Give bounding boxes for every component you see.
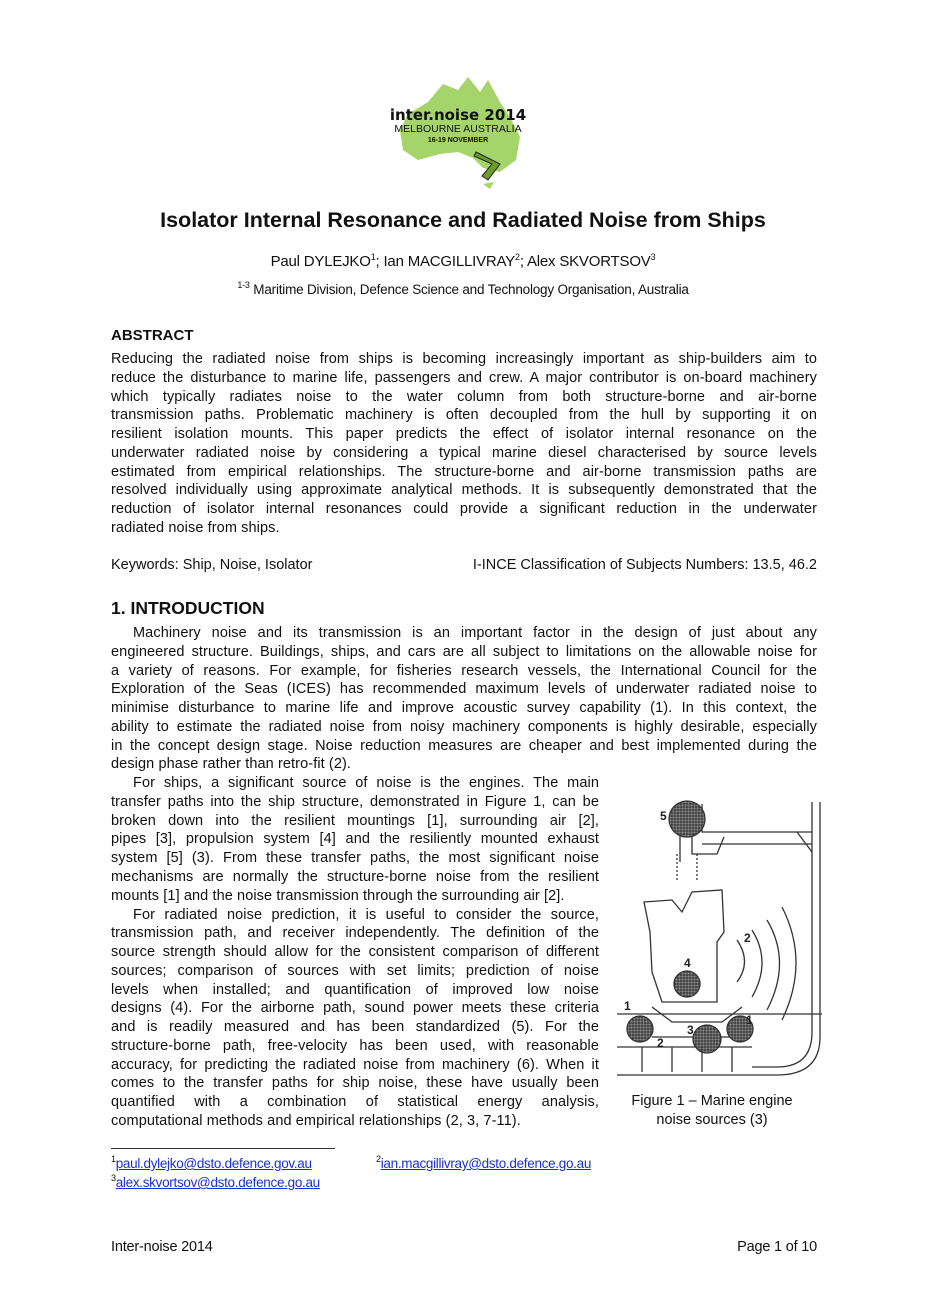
text-line: accuracy, for predicting the radiated noise from machinery (6). When it xyxy=(111,1056,599,1073)
text-line: Exploration of the Seas (ICES) has recommended maximum levels of underwater radiated noise to xyxy=(111,681,817,698)
text-line: pipes [3], propulsion system [4] and the resiliently mounted exhaust xyxy=(111,831,599,848)
text-line: resilient isolation mounts. This paper predicts the effect of isolator internal resonance on the xyxy=(111,426,817,442)
keywords: Keywords: Ship, Noise, Isolator xyxy=(111,557,313,573)
text-line: comes to the transfer paths for ship noise, these have usually been xyxy=(111,1075,599,1092)
figure-label-4: 4 xyxy=(684,956,691,970)
text-line: in the concept design stage. Noise reduction measures are cheaper and best implemented during the xyxy=(111,737,817,754)
text-line: system [5] (3). From these transfer paths, the most significant noise xyxy=(111,850,599,866)
text-line: Reducing the radiated noise from ships is becoming increasingly important as ship-builders aim to xyxy=(111,351,817,367)
text-line: mounts [1] and the noise transmission through the surrounding air [2]. xyxy=(111,887,565,904)
text-line: a variety of reasons. For example, for fisheries research vessels, the International Council for the xyxy=(111,662,817,679)
abstract-body xyxy=(111,350,817,538)
text-line: For radiated noise prediction, it is useful to consider the source, xyxy=(133,906,599,923)
figure-label-5: 5 xyxy=(660,809,667,823)
logo-location: MELBOURNE AUSTRALIA xyxy=(394,123,522,135)
text-line: reduce the disturbance to marine life, passengers and crew. A major contributor is on-board machinery xyxy=(111,369,817,386)
author-name: Alex SKVORTSOV xyxy=(526,253,651,270)
text-line: reduction of isolator internal resonances could provide a significant reduction in the underwater xyxy=(111,501,817,517)
author-separator: ; xyxy=(519,253,527,270)
intro-paragraph-3 xyxy=(111,906,599,1131)
text-line: underwater radiated noise by considering a typical marine diesel characterised by source levels xyxy=(111,444,817,461)
logo-dates: 16-19 NOVEMBER xyxy=(427,137,489,144)
author-sup: 3 xyxy=(650,252,656,262)
text-line: For ships, a significant source of noise is the engines. The main xyxy=(133,775,599,791)
text-line: radiated noise from ships. xyxy=(111,519,280,536)
figure-label-1b: 1 xyxy=(746,1013,753,1027)
author-list xyxy=(0,253,926,270)
footnote-sup: 1 xyxy=(111,1154,116,1164)
footer-conference: Inter-noise 2014 xyxy=(111,1239,213,1255)
paper-title: Isolator Internal Resonance and Radiated Noise from Ships xyxy=(160,208,766,232)
footnote-divider xyxy=(111,1148,335,1149)
email-link[interactable]: ian.macgillivray@dsto.defence.go.au xyxy=(380,1156,592,1171)
text-line: quantified with a combination of statistical energy analysis, xyxy=(111,1094,599,1110)
affiliation-sup: 1-3 xyxy=(237,280,250,290)
conference-logo xyxy=(388,72,528,190)
intro-paragraph-1 xyxy=(111,624,817,774)
footnote-2 xyxy=(376,1156,591,1171)
text-line: engineered structure. Buildings, ships, and cars are all subject to limitations on the allowable noise for xyxy=(111,643,817,660)
author-sup: 2 xyxy=(515,252,520,262)
text-line: transmission paths. Problematic machinery is often decoupled from the hull by supporting it on xyxy=(111,407,817,424)
email-link[interactable]: paul.dylejko@dsto.defence.gov.au xyxy=(115,1156,312,1171)
caption-line: noise sources (3) xyxy=(656,1112,768,1128)
figure-1-caption xyxy=(612,1092,812,1130)
footnote-sup: 3 xyxy=(111,1173,116,1183)
author-sup: 1 xyxy=(370,252,376,262)
text-line: transmission path, and receiver independently. The definition of the xyxy=(111,925,599,942)
figure-label-3: 3 xyxy=(687,1023,694,1037)
text-line: structure-borne path, free-velocity has been used, with reasonable xyxy=(111,1037,599,1054)
text-line: design phase rather than retro-fit (2). xyxy=(111,756,352,773)
classification: I-INCE Classification of Subjects Numbers: 13.5, 46.2 xyxy=(472,557,817,573)
text-line: minimise disturbance to marine life and improve acoustic survey capability (1). In this context, the xyxy=(111,700,817,716)
footnote-1 xyxy=(111,1156,312,1171)
text-line: levels when installed; and quantification of improved low noise xyxy=(111,981,599,998)
australia-map-logo xyxy=(388,72,528,190)
text-line: ability to estimate the radiated noise from noisy machinery components is highly desirable, especially xyxy=(111,718,817,735)
author-separator: ; xyxy=(375,253,384,270)
author-name: Ian MACGILLIVRAY xyxy=(383,253,516,270)
text-line: source strength should allow for the consistent comparison of different xyxy=(111,944,599,960)
logo-title: inter.noise 2014 xyxy=(389,106,527,124)
figure-label-2b: 2 xyxy=(657,1036,664,1050)
section-heading-introduction: 1. INTRODUCTION xyxy=(111,598,265,618)
text-line: resolved individually using approximate analytical methods. It is subsequently demonstrated that the xyxy=(111,482,817,499)
affiliation-text: Maritime Division, Defence Science and Technology Organisation, Australia xyxy=(253,282,689,297)
footnote-sup: 2 xyxy=(376,1154,381,1164)
footnote-3 xyxy=(111,1175,320,1190)
figure-label-1: 1 xyxy=(624,999,631,1013)
intro-paragraph-2 xyxy=(111,774,599,905)
text-line: computational methods and empirical relationships (2, 3, 7-11). xyxy=(111,1112,521,1129)
email-link[interactable]: alex.skvortsov@dsto.defence.go.au xyxy=(115,1175,320,1190)
text-line: estimated from empirical relationships. The structure-borne and air-borne transmission paths are xyxy=(111,463,817,480)
figure-1-engine-diagram xyxy=(612,792,832,1082)
author-name: Paul DYLEJKO xyxy=(270,253,371,270)
text-line: designs (4). For the airborne path, sound power meets these criteria xyxy=(111,1000,599,1017)
figure-label-2: 2 xyxy=(744,931,751,945)
text-line: mechanisms are normally the structure-borne noise from the resilient xyxy=(111,868,599,885)
text-line: Machinery noise and its transmission is an important factor in the design of just about any xyxy=(133,625,817,641)
text-line: transfer paths into the ship structure, demonstrated in Figure 1, can be xyxy=(111,793,599,810)
caption-line: Figure 1 – Marine engine xyxy=(631,1093,793,1109)
text-line: broken down into the resilient mountings [1], surrounding air [2], xyxy=(111,812,599,829)
affiliation xyxy=(0,282,926,297)
text-line: and is readily measured and has been standardized (5). For the xyxy=(111,1019,599,1035)
abstract-heading: ABSTRACT xyxy=(111,327,194,344)
text-line: sources; comparison of sources with set limits; prediction of noise xyxy=(111,962,599,979)
text-line: which typically radiates noise to the water column from both structure-borne and air-borne xyxy=(111,388,817,405)
footer-page-number: Page 1 of 10 xyxy=(737,1239,817,1255)
